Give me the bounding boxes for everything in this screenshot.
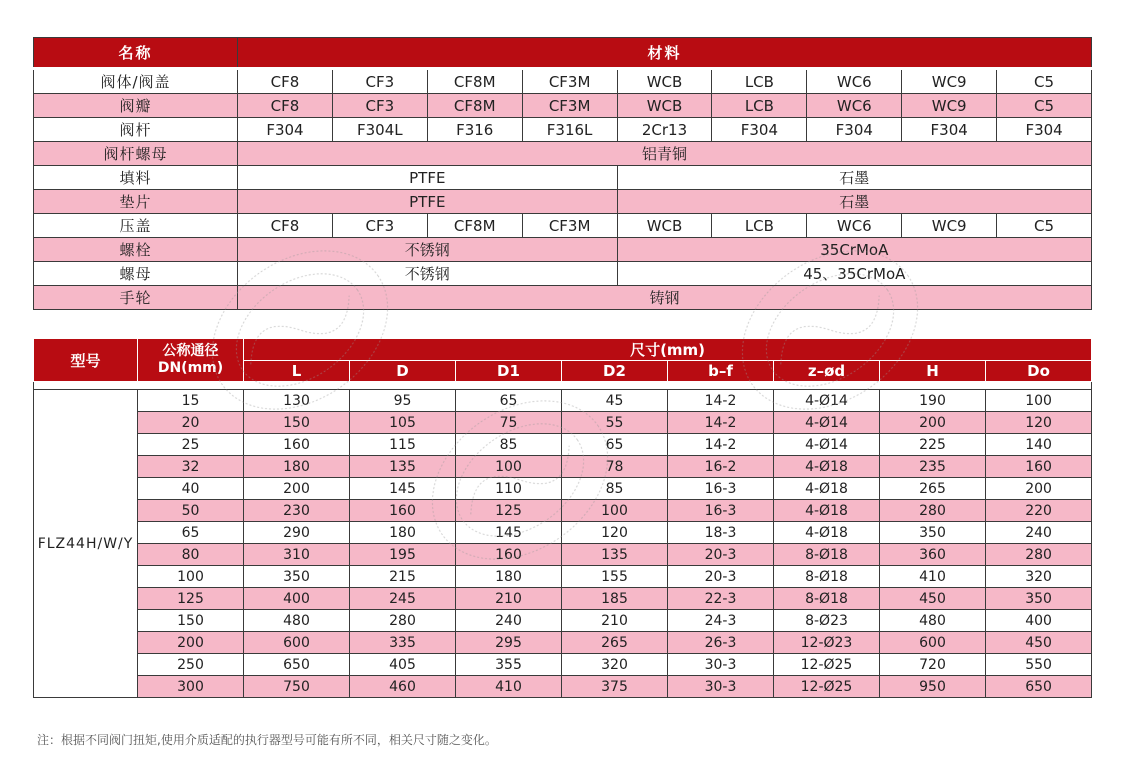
dimension-cell: 355 bbox=[456, 654, 562, 676]
part-name: 手轮 bbox=[34, 286, 238, 310]
dimension-cell: 16-3 bbox=[668, 478, 774, 500]
dimension-cell: 4-Ø18 bbox=[774, 500, 880, 522]
part-name: 压盖 bbox=[34, 214, 238, 238]
dimension-cell: 115 bbox=[350, 434, 456, 456]
dimension-row bbox=[34, 390, 1092, 412]
dimension-cell: 26-3 bbox=[668, 632, 774, 654]
dimension-cell: 600 bbox=[244, 632, 350, 654]
dimension-cell: 105 bbox=[350, 412, 456, 434]
dimension-cell: 100 bbox=[986, 390, 1092, 412]
dimension-cell: 410 bbox=[456, 676, 562, 698]
dn-cell: 15 bbox=[138, 390, 244, 412]
dimension-cell: 18-3 bbox=[668, 522, 774, 544]
dimension-cell: 160 bbox=[456, 544, 562, 566]
header-size: 尺寸(mm) bbox=[244, 339, 1092, 361]
material-cell-right: 石墨 bbox=[617, 190, 1091, 214]
dimension-cell: 20-3 bbox=[668, 566, 774, 588]
dimension-cell: 8-Ø18 bbox=[774, 566, 880, 588]
dimension-cell: 335 bbox=[350, 632, 456, 654]
material-cell-left: PTFE bbox=[238, 166, 618, 190]
dimension-cell: 295 bbox=[456, 632, 562, 654]
material-cell: C5 bbox=[997, 69, 1092, 94]
materials-row bbox=[34, 118, 1092, 142]
part-name: 垫片 bbox=[34, 190, 238, 214]
dimension-cell: 195 bbox=[350, 544, 456, 566]
material-cell: CF3 bbox=[332, 69, 427, 94]
dimension-cell: 235 bbox=[880, 456, 986, 478]
dimension-cell: 450 bbox=[986, 632, 1092, 654]
column-header: z–ød bbox=[774, 361, 880, 382]
materials-row bbox=[34, 69, 1092, 94]
dimension-cell: 650 bbox=[244, 654, 350, 676]
column-header: Do bbox=[986, 361, 1092, 382]
dimension-cell: 145 bbox=[456, 522, 562, 544]
dimension-cell: 22-3 bbox=[668, 588, 774, 610]
part-name: 阀体/阀盖 bbox=[34, 69, 238, 94]
dimensions-table bbox=[33, 338, 1092, 698]
dimension-cell: 8-Ø18 bbox=[774, 588, 880, 610]
dimension-cell: 85 bbox=[456, 434, 562, 456]
dimension-cell: 210 bbox=[562, 610, 668, 632]
dimension-cell: 280 bbox=[350, 610, 456, 632]
material-cell-left: 不锈钢 bbox=[238, 238, 618, 262]
dimension-cell: 12-Ø25 bbox=[774, 654, 880, 676]
material-cell: F304 bbox=[807, 118, 902, 142]
dimension-cell: 240 bbox=[456, 610, 562, 632]
header-dn-line1: 公称通径 bbox=[162, 343, 219, 359]
dn-cell: 32 bbox=[138, 456, 244, 478]
dimension-cell: 150 bbox=[244, 412, 350, 434]
dimension-cell: 30-3 bbox=[668, 654, 774, 676]
dimension-cell: 265 bbox=[880, 478, 986, 500]
dn-cell: 200 bbox=[138, 632, 244, 654]
dimension-cell: 200 bbox=[880, 412, 986, 434]
material-cell: WCB bbox=[617, 69, 712, 94]
dimension-cell: 350 bbox=[244, 566, 350, 588]
dimension-cell: 135 bbox=[350, 456, 456, 478]
column-header: D1 bbox=[456, 361, 562, 382]
dimension-cell: 75 bbox=[456, 412, 562, 434]
dimension-cell: 100 bbox=[562, 500, 668, 522]
dimension-cell: 14-2 bbox=[668, 390, 774, 412]
material-cell-left: 不锈钢 bbox=[238, 262, 618, 286]
dimension-cell: 375 bbox=[562, 676, 668, 698]
column-header: D bbox=[350, 361, 456, 382]
dimension-cell: 650 bbox=[986, 676, 1092, 698]
dimension-cell: 600 bbox=[880, 632, 986, 654]
materials-header-row bbox=[34, 38, 1092, 69]
dimension-row bbox=[34, 588, 1092, 610]
dimension-cell: 24-3 bbox=[668, 610, 774, 632]
material-cell: 铸钢 bbox=[238, 286, 1092, 310]
dimension-cell: 140 bbox=[986, 434, 1092, 456]
dimension-cell: 12-Ø25 bbox=[774, 676, 880, 698]
material-cell-right: 石墨 bbox=[617, 166, 1091, 190]
dimension-row bbox=[34, 456, 1092, 478]
materials-row bbox=[34, 94, 1092, 118]
dimension-cell: 30-3 bbox=[668, 676, 774, 698]
dimensions-header-row-1 bbox=[34, 339, 1092, 361]
dimension-row bbox=[34, 500, 1092, 522]
spacer-row bbox=[34, 382, 1092, 390]
material-cell: CF3M bbox=[522, 214, 617, 238]
dimension-cell: 200 bbox=[986, 478, 1092, 500]
dimension-cell: 310 bbox=[244, 544, 350, 566]
dimension-cell: 65 bbox=[562, 434, 668, 456]
part-name: 螺栓 bbox=[34, 238, 238, 262]
dimension-cell: 16-3 bbox=[668, 500, 774, 522]
material-cell: CF8 bbox=[238, 214, 333, 238]
material-cell: F304L bbox=[332, 118, 427, 142]
materials-row bbox=[34, 214, 1092, 238]
header-dn bbox=[138, 339, 244, 382]
dimension-row bbox=[34, 566, 1092, 588]
material-cell: CF3M bbox=[522, 94, 617, 118]
dimension-cell: 120 bbox=[986, 412, 1092, 434]
dimension-cell: 130 bbox=[244, 390, 350, 412]
dimension-cell: 950 bbox=[880, 676, 986, 698]
dimension-cell: 95 bbox=[350, 390, 456, 412]
materials-row bbox=[34, 166, 1092, 190]
dimension-row bbox=[34, 434, 1092, 456]
dimension-cell: 400 bbox=[986, 610, 1092, 632]
material-cell: 铝青铜 bbox=[238, 142, 1092, 166]
dimension-cell: 480 bbox=[244, 610, 350, 632]
dimension-cell: 750 bbox=[244, 676, 350, 698]
column-header: b–f bbox=[668, 361, 774, 382]
material-cell: LCB bbox=[712, 69, 807, 94]
dimension-cell: 8-Ø23 bbox=[774, 610, 880, 632]
dimension-cell: 135 bbox=[562, 544, 668, 566]
dimension-cell: 215 bbox=[350, 566, 456, 588]
header-material: 材料 bbox=[238, 38, 1092, 69]
dimension-cell: 125 bbox=[456, 500, 562, 522]
dimension-cell: 65 bbox=[456, 390, 562, 412]
dimension-row bbox=[34, 544, 1092, 566]
dn-cell: 50 bbox=[138, 500, 244, 522]
dn-cell: 150 bbox=[138, 610, 244, 632]
material-cell: F304 bbox=[902, 118, 997, 142]
dimension-cell: 450 bbox=[880, 588, 986, 610]
dimension-row bbox=[34, 478, 1092, 500]
dn-cell: 80 bbox=[138, 544, 244, 566]
dimension-cell: 4-Ø14 bbox=[774, 412, 880, 434]
material-cell: CF8M bbox=[427, 94, 522, 118]
dimension-cell: 180 bbox=[456, 566, 562, 588]
material-cell-right: 45、35CrMoA bbox=[617, 262, 1091, 286]
dn-cell: 250 bbox=[138, 654, 244, 676]
dimension-row bbox=[34, 676, 1092, 698]
part-name: 填料 bbox=[34, 166, 238, 190]
dn-cell: 125 bbox=[138, 588, 244, 610]
part-name: 阀杆 bbox=[34, 118, 238, 142]
material-cell: WC9 bbox=[902, 94, 997, 118]
dn-cell: 100 bbox=[138, 566, 244, 588]
dimension-row bbox=[34, 654, 1092, 676]
column-header: L bbox=[244, 361, 350, 382]
dimension-cell: 160 bbox=[350, 500, 456, 522]
dimension-cell: 240 bbox=[986, 522, 1092, 544]
dimension-cell: 410 bbox=[880, 566, 986, 588]
material-cell: F316 bbox=[427, 118, 522, 142]
material-cell: CF8 bbox=[238, 94, 333, 118]
dimension-cell: 210 bbox=[456, 588, 562, 610]
dimension-cell: 160 bbox=[244, 434, 350, 456]
footnote: 注：根据不同阀门扭矩,使用介质适配的执行器型号可能有所不同，相关尺寸随之变化。 bbox=[37, 733, 497, 747]
dimension-cell: 160 bbox=[986, 456, 1092, 478]
material-cell: WC6 bbox=[807, 69, 902, 94]
material-cell: WC9 bbox=[902, 214, 997, 238]
dimension-cell: 220 bbox=[986, 500, 1092, 522]
dimension-cell: 14-2 bbox=[668, 434, 774, 456]
header-model: 型号 bbox=[34, 339, 138, 382]
dimension-cell: 180 bbox=[350, 522, 456, 544]
dimension-cell: 4-Ø18 bbox=[774, 456, 880, 478]
dimension-cell: 12-Ø23 bbox=[774, 632, 880, 654]
dimension-cell: 265 bbox=[562, 632, 668, 654]
spacer-cell bbox=[34, 382, 1092, 390]
dimension-cell: 45 bbox=[562, 390, 668, 412]
dimension-cell: 180 bbox=[244, 456, 350, 478]
dimension-cell: 480 bbox=[880, 610, 986, 632]
dimension-cell: 16-2 bbox=[668, 456, 774, 478]
dimension-cell: 245 bbox=[350, 588, 456, 610]
dimension-cell: 20-3 bbox=[668, 544, 774, 566]
model-cell: FLZ44H/W/Y bbox=[34, 390, 138, 698]
material-cell: CF3 bbox=[332, 94, 427, 118]
part-name: 阀杆螺母 bbox=[34, 142, 238, 166]
material-cell: CF8M bbox=[427, 69, 522, 94]
material-cell: CF3 bbox=[332, 214, 427, 238]
dimension-cell: 85 bbox=[562, 478, 668, 500]
dimension-cell: 280 bbox=[880, 500, 986, 522]
part-name: 阀瓣 bbox=[34, 94, 238, 118]
materials-row bbox=[34, 142, 1092, 166]
material-cell-left: PTFE bbox=[238, 190, 618, 214]
dimension-cell: 360 bbox=[880, 544, 986, 566]
material-cell: WCB bbox=[617, 214, 712, 238]
material-cell: F304 bbox=[997, 118, 1092, 142]
material-cell: LCB bbox=[712, 214, 807, 238]
part-name: 螺母 bbox=[34, 262, 238, 286]
dimension-cell: 350 bbox=[986, 588, 1092, 610]
dimension-cell: 280 bbox=[986, 544, 1092, 566]
dimension-cell: 8-Ø18 bbox=[774, 544, 880, 566]
material-cell: WCB bbox=[617, 94, 712, 118]
dimension-cell: 350 bbox=[880, 522, 986, 544]
material-cell: CF3M bbox=[522, 69, 617, 94]
material-cell: F316L bbox=[522, 118, 617, 142]
dimension-row bbox=[34, 412, 1092, 434]
column-header: D2 bbox=[562, 361, 668, 382]
dimension-cell: 200 bbox=[244, 478, 350, 500]
dimension-cell: 230 bbox=[244, 500, 350, 522]
dimension-cell: 400 bbox=[244, 588, 350, 610]
dn-cell: 300 bbox=[138, 676, 244, 698]
dimension-cell: 185 bbox=[562, 588, 668, 610]
header-dn-line2: DN(mm) bbox=[157, 360, 224, 376]
dimension-cell: 405 bbox=[350, 654, 456, 676]
materials-table bbox=[33, 37, 1092, 310]
material-cell: CF8 bbox=[238, 69, 333, 94]
dimension-cell: 290 bbox=[244, 522, 350, 544]
dn-cell: 20 bbox=[138, 412, 244, 434]
dimension-cell: 55 bbox=[562, 412, 668, 434]
dimension-cell: 320 bbox=[562, 654, 668, 676]
material-cell: C5 bbox=[997, 214, 1092, 238]
dimension-cell: 4-Ø14 bbox=[774, 390, 880, 412]
dimension-cell: 4-Ø18 bbox=[774, 478, 880, 500]
dimension-row bbox=[34, 632, 1092, 654]
materials-row bbox=[34, 262, 1092, 286]
material-cell: CF8M bbox=[427, 214, 522, 238]
dimension-row bbox=[34, 610, 1092, 632]
material-cell: LCB bbox=[712, 94, 807, 118]
dimensions-body bbox=[34, 382, 1092, 698]
dimension-cell: 110 bbox=[456, 478, 562, 500]
dimension-cell: 120 bbox=[562, 522, 668, 544]
column-header: H bbox=[880, 361, 986, 382]
material-cell-right: 35CrMoA bbox=[617, 238, 1091, 262]
material-cell: C5 bbox=[997, 94, 1092, 118]
dimension-cell: 550 bbox=[986, 654, 1092, 676]
dn-cell: 65 bbox=[138, 522, 244, 544]
dimension-cell: 145 bbox=[350, 478, 456, 500]
dimension-cell: 4-Ø14 bbox=[774, 434, 880, 456]
dimension-cell: 460 bbox=[350, 676, 456, 698]
dn-cell: 25 bbox=[138, 434, 244, 456]
dimension-cell: 4-Ø18 bbox=[774, 522, 880, 544]
dimension-cell: 14-2 bbox=[668, 412, 774, 434]
dimension-row bbox=[34, 522, 1092, 544]
materials-body bbox=[34, 69, 1092, 310]
material-cell: WC6 bbox=[807, 94, 902, 118]
materials-row bbox=[34, 286, 1092, 310]
dimension-cell: 155 bbox=[562, 566, 668, 588]
material-cell: 2Cr13 bbox=[617, 118, 712, 142]
dn-cell: 40 bbox=[138, 478, 244, 500]
material-cell: F304 bbox=[712, 118, 807, 142]
dimension-cell: 320 bbox=[986, 566, 1092, 588]
dimension-cell: 78 bbox=[562, 456, 668, 478]
materials-row bbox=[34, 238, 1092, 262]
header-name: 名称 bbox=[34, 38, 238, 69]
materials-row bbox=[34, 190, 1092, 214]
material-cell: WC6 bbox=[807, 214, 902, 238]
dimension-cell: 100 bbox=[456, 456, 562, 478]
dimension-cell: 225 bbox=[880, 434, 986, 456]
material-cell: WC9 bbox=[902, 69, 997, 94]
dimension-cell: 190 bbox=[880, 390, 986, 412]
material-cell: F304 bbox=[238, 118, 333, 142]
dimension-cell: 720 bbox=[880, 654, 986, 676]
